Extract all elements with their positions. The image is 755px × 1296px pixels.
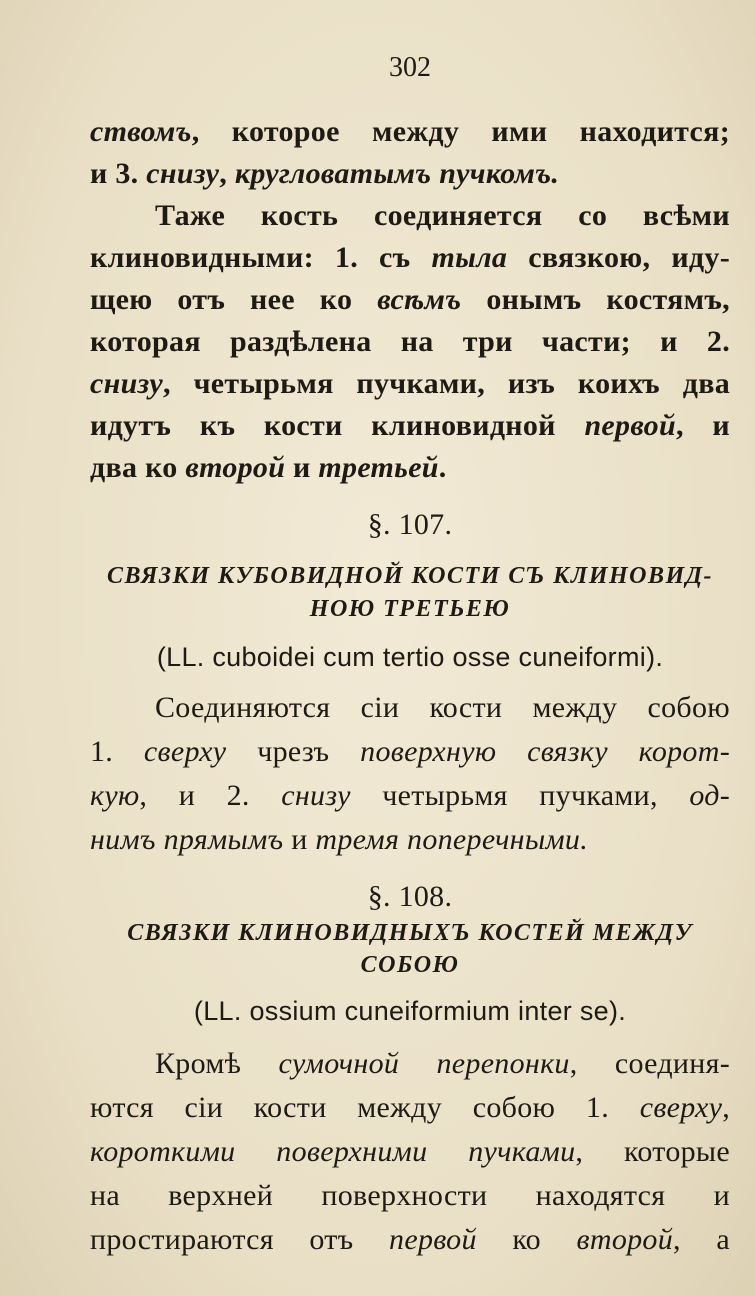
italic-segment: короткими поверхними пучками — [90, 1135, 576, 1168]
text-line — [155, 1045, 730, 1083]
italic-segment: снизу — [146, 157, 220, 190]
text-segment: , и — [675, 409, 730, 442]
section-heading: НОЮ ТРЕТЬЕЮ — [309, 596, 511, 622]
text-segment: идутъ къ кости клиновидной — [90, 409, 585, 442]
italic-segment: од- — [689, 779, 731, 812]
italic-segment: сумочной перепонки — [278, 1047, 570, 1080]
italic-segment: поверхную связку корот- — [360, 735, 730, 768]
text-segment: , которые — [575, 1135, 730, 1168]
section-number: §. 108. — [367, 880, 453, 913]
text-segment: Соединяются сіи кости между собою — [155, 691, 730, 724]
text-line — [90, 365, 730, 403]
text-segment: которая раздѣлена на три части; и 2. — [90, 325, 730, 358]
italic-segment: всѣмъ — [377, 283, 462, 316]
text-line — [90, 449, 730, 487]
italic-segment: тыла — [431, 241, 508, 274]
italic-segment: снизу — [90, 367, 163, 400]
text-segment: простираются отъ — [90, 1223, 390, 1256]
text-segment: ются сіи кости между собою 1. — [90, 1091, 640, 1124]
text-segment: и — [285, 451, 319, 484]
section-heading: СВЯЗКИ КУБОВИДНОЙ КОСТИ СЪ КЛИНОВИД- — [106, 563, 714, 589]
italic-segment: нимъ прямымъ — [90, 823, 284, 856]
italic-segment: ствомъ — [90, 115, 192, 148]
italic-segment: второй — [185, 451, 286, 484]
text-segment: два ко — [90, 451, 186, 484]
text-segment: , а — [673, 1223, 730, 1256]
text-segment: , и 2. — [139, 779, 282, 812]
text-segment: Таже кость соединяется со всѣми — [155, 199, 730, 232]
italic-segment: сверху — [143, 735, 227, 768]
text-line — [90, 407, 730, 445]
section-number: §. 107. — [367, 508, 453, 541]
text-line — [90, 1089, 730, 1127]
text-segment: ко — [476, 1223, 577, 1256]
text-segment: на верхней поверхности находятся и — [90, 1179, 730, 1212]
text-segment: чрезъ — [226, 735, 361, 768]
text-segment: 1. — [90, 735, 144, 768]
text-line — [90, 1133, 730, 1171]
latin-caption: (LL. ossium cuneiformium inter se). — [193, 996, 627, 1026]
text-line — [90, 281, 730, 319]
italic-segment: первой — [389, 1223, 477, 1256]
text-line — [90, 1177, 730, 1215]
text-line — [90, 733, 730, 771]
text-segment: Кромѣ — [155, 1047, 279, 1080]
text-line — [155, 689, 730, 727]
italic-segment: тремя поперечными. — [315, 823, 589, 856]
text-segment: щею отъ нее ко — [90, 283, 378, 316]
section-heading: СВЯЗКИ КЛИНОВИДНЫХЪ КОСТЕЙ МЕЖДУ — [127, 920, 693, 946]
text-segment: и 3. — [90, 157, 147, 190]
text-segment: и — [283, 823, 316, 856]
italic-segment: третьей — [318, 451, 439, 484]
italic-segment: второй — [576, 1223, 674, 1256]
text-line — [90, 155, 730, 193]
section-heading: СОБОЮ — [360, 952, 460, 978]
text-line — [155, 197, 730, 235]
latin-caption: (LL. cuboidei cum tertio osse cuneiformi). — [156, 642, 664, 672]
text-segment: четырьмя пучками, — [350, 779, 690, 812]
italic-segment: снизу — [281, 779, 351, 812]
text-line — [90, 821, 730, 859]
text-segment: связкою, иду- — [507, 241, 730, 274]
text-segment: . — [438, 451, 447, 484]
text-segment: , четырьмя пучками, изъ коихъ два — [162, 367, 730, 400]
text-segment: , которое между ими находится; — [191, 115, 730, 148]
text-segment: клиновидными: 1. съ — [90, 241, 432, 274]
text-line — [90, 239, 730, 277]
page-number: 302 — [389, 52, 431, 83]
text-segment: , — [722, 1091, 730, 1124]
text-line — [90, 1221, 730, 1259]
italic-segment: сверху — [639, 1091, 723, 1124]
text-segment: , соединя- — [569, 1047, 731, 1080]
text-segment: онымъ костямъ, — [461, 283, 730, 316]
text-line — [90, 777, 730, 815]
text-line — [90, 323, 730, 361]
italic-segment: первой — [584, 409, 676, 442]
italic-segment: кругловатымъ пучкомъ. — [234, 157, 560, 190]
italic-segment: кую — [90, 779, 140, 812]
text-line — [90, 113, 730, 151]
text-segment: , — [219, 157, 235, 190]
